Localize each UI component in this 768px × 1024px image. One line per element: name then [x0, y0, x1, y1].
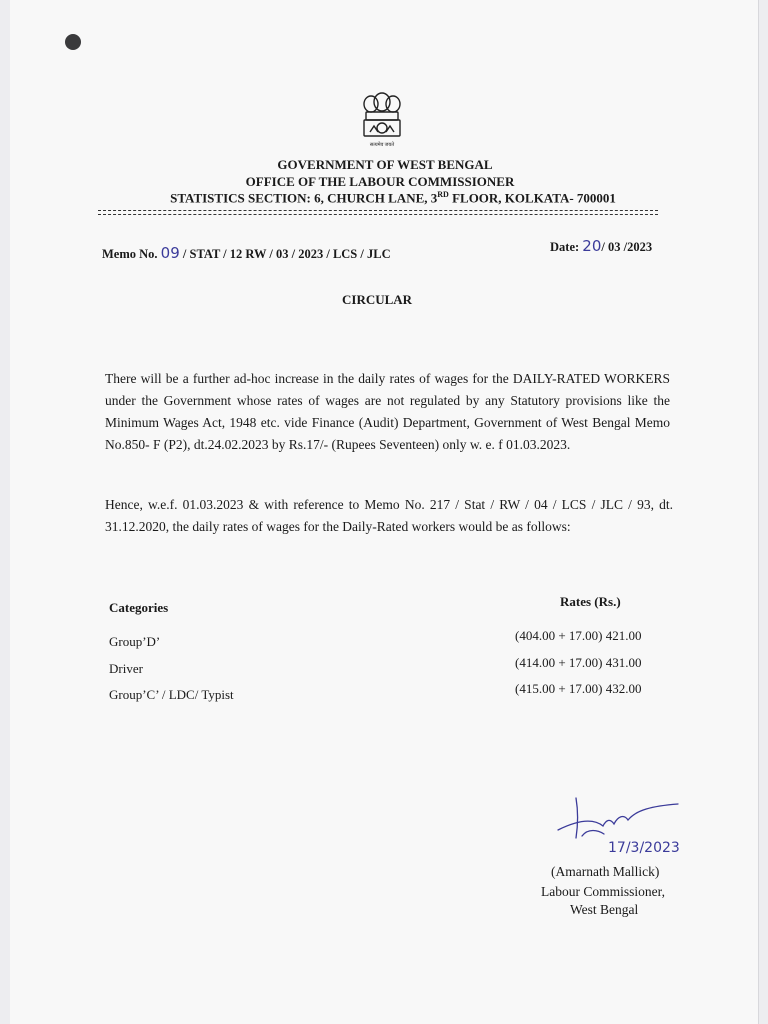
- document-page: [10, 0, 758, 1024]
- date-handwritten-day: 20: [582, 237, 602, 255]
- memo-number: [102, 244, 391, 262]
- column-header-rates: Rates (Rs.): [560, 594, 621, 609]
- body-paragraph: There will be a further ad-hoc increase in the daily rates of wages for the DAILY-RATED WORKERS under the Government whose rates of wages are not regulated by any Statutory provisions like the Minimum Wages Act, 1948 etc. vide Finance (Audit) Department, Government of West Bengal Memo No.850- F (P2), dt.24.02.2023 by Rs.17/- (Rupees Seventeen) only w. e. f 01.03.2023.: [105, 371, 670, 452]
- table-row-category: Group’D’: [109, 634, 161, 649]
- handwritten-signature: [548, 790, 698, 870]
- table-row-rate: (414.00 + 17.00) 431.00: [515, 655, 642, 670]
- signatory-designation: Labour Commissioner,: [541, 884, 665, 899]
- memo-date: [550, 237, 652, 255]
- header-government: GOVERNMENT OF WEST BENGAL: [277, 157, 493, 172]
- address-part-1: STATISTICS SECTION: 6, CHURCH LANE, 3: [170, 190, 438, 206]
- date-label: Date:: [550, 240, 583, 254]
- date-rest: / 03 /2023: [601, 240, 653, 254]
- table-row-category: Group’C’ / LDC/ Typist: [109, 687, 234, 702]
- table-row-rate: (415.00 + 17.00) 432.00: [515, 681, 642, 696]
- signatory-name: (Amarnath Mallick): [551, 864, 660, 879]
- state-emblem-icon: [356, 88, 408, 150]
- header-office: OFFICE OF THE LABOUR COMMISSIONER: [245, 174, 515, 189]
- body-paragraph: Hence, w.e.f. 01.03.2023 & with reference to Memo No. 217 / Stat / RW / 04 / LCS / JLC / 93, dt. 31.12.2020, the daily rates of wages for the Daily-Rated workers would be as follows:: [105, 497, 673, 534]
- punch-hole: [65, 34, 81, 50]
- header-divider: [98, 210, 658, 211]
- signature-date: 17/3/2023: [608, 840, 680, 856]
- memo-handwritten-number: 09: [160, 244, 180, 262]
- memo-label: Memo No.: [102, 247, 158, 261]
- memo-reference: / STAT / 12 RW / 03 / 2023 / LCS / JLC: [179, 247, 391, 261]
- emblem-caption: सत्यमेव जयते: [369, 143, 395, 148]
- table-row-rate: (404.00 + 17.00) 421.00: [515, 628, 642, 643]
- table-row-category: Driver: [109, 661, 143, 676]
- document-title: CIRCULAR: [342, 292, 413, 307]
- header-address: [138, 190, 648, 206]
- address-superscript: RD: [437, 190, 449, 199]
- address-part-2: FLOOR, KOLKATA- 700001: [448, 190, 616, 206]
- column-header-categories: Categories: [109, 600, 169, 615]
- header-divider: [98, 214, 658, 215]
- signatory-state: West Bengal: [570, 902, 639, 917]
